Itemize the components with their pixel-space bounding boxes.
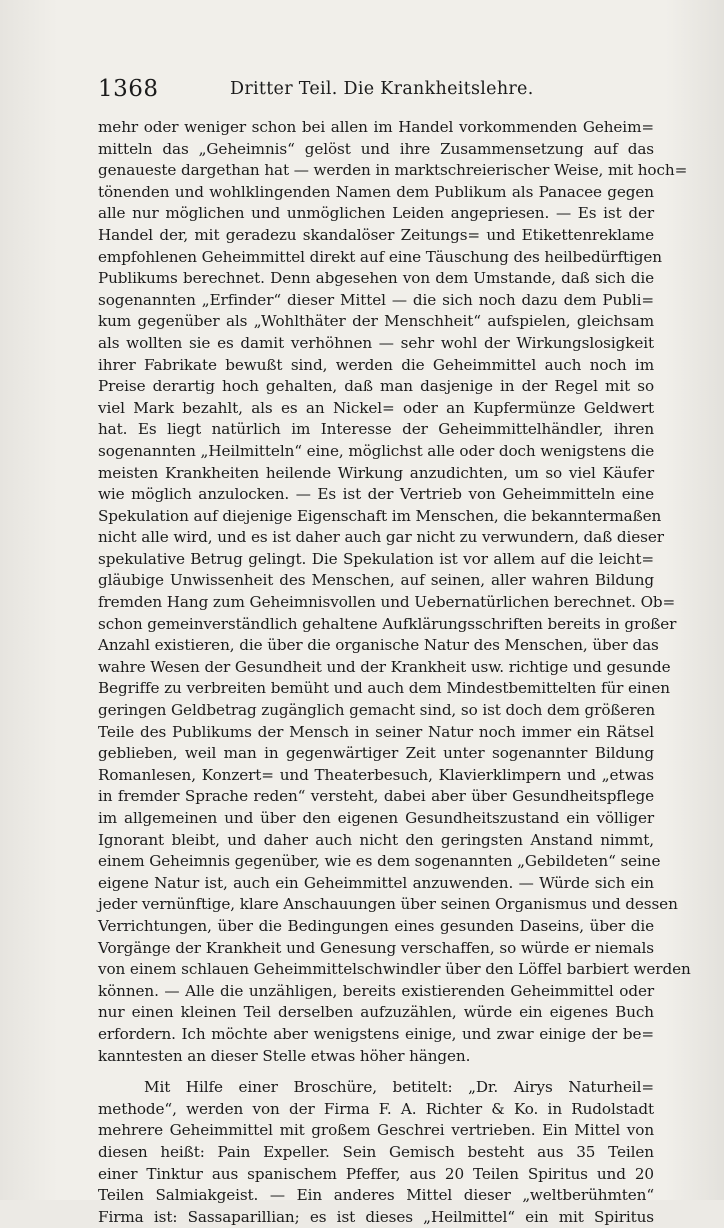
text-line: Handel der, mit geradezu skandalöser Zeitungs= und Etikettenreklame [98, 225, 654, 244]
text-line: mehr oder weniger schon bei allen im Handel vorkommenden Geheim= [98, 118, 654, 136]
text-line: nicht alle wird, und es ist daher auch gar nicht zu verwundern, daß dieser [98, 528, 664, 547]
text-line: Publikums berechnet. Denn abgesehen von dem Umstande, daß sich die [98, 269, 654, 288]
running-head: Dritter Teil. Die Krankheitslehre. [230, 79, 534, 99]
text-line: Begriffe zu verbreiten bemüht und auch dem Mindestbemittelten für einen [98, 679, 670, 698]
text-line: mitteln das „Geheimnis“ gelöst und ihre Zusammensetzung auf das [98, 139, 654, 158]
text-line: viel Mark bezahlt, als es an Nickel= oder an Kupfermünze Geldwert [98, 398, 654, 417]
text-line: erfordern. Ich möchte aber wenigstens einige, und zwar einige der be= [98, 1024, 654, 1043]
text-line: Ignorant bleibt, und daher auch nicht den geringsten Anstand nimmt, [98, 830, 654, 849]
text-line: kanntesten an dieser Stelle etwas höher hängen. [98, 1046, 471, 1065]
text-line: einer Tinktur aus spanischem Pfeffer, aus 20 Teilen Spiritus und 20 [98, 1164, 654, 1183]
text-line: als wollten sie es damit verhöhnen — sehr wohl der Wirkungslosigkeit [98, 333, 654, 352]
text-line: diesen heißt: Pain Expeller. Sein Gemisch besteht aus 35 Teilen [98, 1142, 654, 1161]
text-line: mehrere Geheimmittel mit großem Geschrei vertrieben. Ein Mittel von [98, 1121, 654, 1140]
text-line: einem Geheimnis gegenüber, wie es dem sogenannten „Gebildeten“ seine [98, 852, 661, 871]
text-line: Teilen Salmiakgeist. — Ein anderes Mittel dieser „weltberühmten“ [98, 1186, 654, 1205]
text-line: methode“, werden von der Firma F. A. Richter & Ko. in Rudolstadt [98, 1099, 654, 1118]
text-line: können. — Alle die unzähligen, bereits existierenden Geheimmittel oder [98, 981, 654, 1000]
text-line: empfohlenen Geheimmittel direkt auf eine Täuschung des heilbedürftigen [98, 247, 662, 266]
text-line: Romanlesen, Konzert= und Theaterbesuch, Klavierklimpern und „etwas [98, 765, 654, 784]
body-text [98, 117, 691, 1228]
text-line: geblieben, weil man in gegenwärtiger Zeit unter sogenannter Bildung [98, 744, 654, 763]
text-line: nur einen kleinen Teil derselben aufzuzählen, würde ein eigenes Buch [98, 1003, 654, 1022]
text-line: Teile des Publikums der Mensch in seiner Natur noch immer ein Rätsel [98, 722, 654, 741]
text-line: spekulative Betrug gelingt. Die Spekulation ist vor allem auf die leicht= [98, 549, 654, 568]
text-line: gläubige Unwissenheit des Menschen, auf seinen, aller wahren Bildung [98, 571, 654, 590]
text-line: schon gemeinverständlich gehaltene Aufklärungsschriften bereits in großer [98, 614, 677, 633]
text-line: hat. Es liegt natürlich im Interesse der Geheimmittelhändler, ihren [98, 420, 654, 439]
text-line: in fremder Sprache reden“ versteht, dabei aber über Gesundheitspflege [98, 787, 654, 806]
text-line: von einem schlauen Geheimmittelschwindler über den Löffel barbiert werden [98, 960, 691, 979]
text-line: eigene Natur ist, auch ein Geheimmittel anzuwenden. — Würde sich ein [98, 873, 654, 892]
text-line: meisten Krankheiten heilende Wirkung anzudichten, um so viel Käufer [98, 463, 654, 482]
text-line: wie möglich anzulocken. — Es ist der Vertrieb von Geheimmitteln eine [98, 485, 654, 504]
paragraph-gap [98, 1067, 654, 1077]
text-line: Anzahl existieren, die über die organische Natur des Menschen, über das [98, 636, 659, 655]
text-line: jeder vernünftige, klare Anschauungen über seinen Organismus und dessen [98, 895, 678, 914]
text-line: alle nur möglichen und unmöglichen Leiden angepriesen. — Es ist der [98, 204, 654, 223]
text-line: tönenden und wohlklingenden Namen dem Publikum als Panacee gegen [98, 182, 654, 201]
text-line: Preise derartig hoch gehalten, daß man dasjenige in der Regel mit so [98, 377, 654, 396]
text-line: fremden Hang zum Geheimnisvollen und Uebernatürlichen berechnet. Ob= [98, 593, 676, 612]
text-line: genaueste dargethan hat — werden in marktschreierischer Weise, mit hoch= [98, 161, 688, 180]
text-line: geringen Geldbetrag zugänglich gemacht sind, so ist doch dem größeren [98, 701, 656, 720]
text-line: Firma ist: Sassaparillian; es ist dieses „Heilmittel“ ein mit Spiritus [98, 1207, 654, 1226]
text-line: wahre Wesen der Gesundheit und der Krankheit usw. richtige und gesunde [98, 657, 671, 676]
text-line: Verrichtungen, über die Bedingungen eines gesunden Daseins, über die [98, 916, 654, 935]
text-line: sogenannten „Heilmitteln“ eine, möglichst alle oder doch wenigstens die [98, 441, 655, 460]
page-number: 1368 [98, 76, 159, 102]
paragraph [98, 1077, 654, 1228]
text-line: kum gegenüber als „Wohlthäter der Menschheit“ aufspielen, gleichsam [98, 312, 654, 331]
paragraph [98, 117, 691, 1067]
text-line: ihrer Fabrikate bewußt sind, werden die Geheimmittel auch noch im [98, 355, 654, 374]
page-header [98, 76, 658, 106]
text-line: im allgemeinen und über den eigenen Gesundheitszustand ein völliger [98, 809, 654, 827]
text-line: sogenannten „Erfinder“ dieser Mittel — die sich noch dazu dem Publi= [98, 290, 654, 309]
text-line: Mit Hilfe einer Broschüre, betitelt: „Dr. Airys Naturheil= [144, 1078, 654, 1097]
text-line: Spekulation auf diejenige Eigenschaft im Menschen, die bekanntermaßen [98, 506, 662, 525]
text-line: Vorgänge der Krankheit und Genesung verschaffen, so würde er niemals [98, 938, 654, 957]
